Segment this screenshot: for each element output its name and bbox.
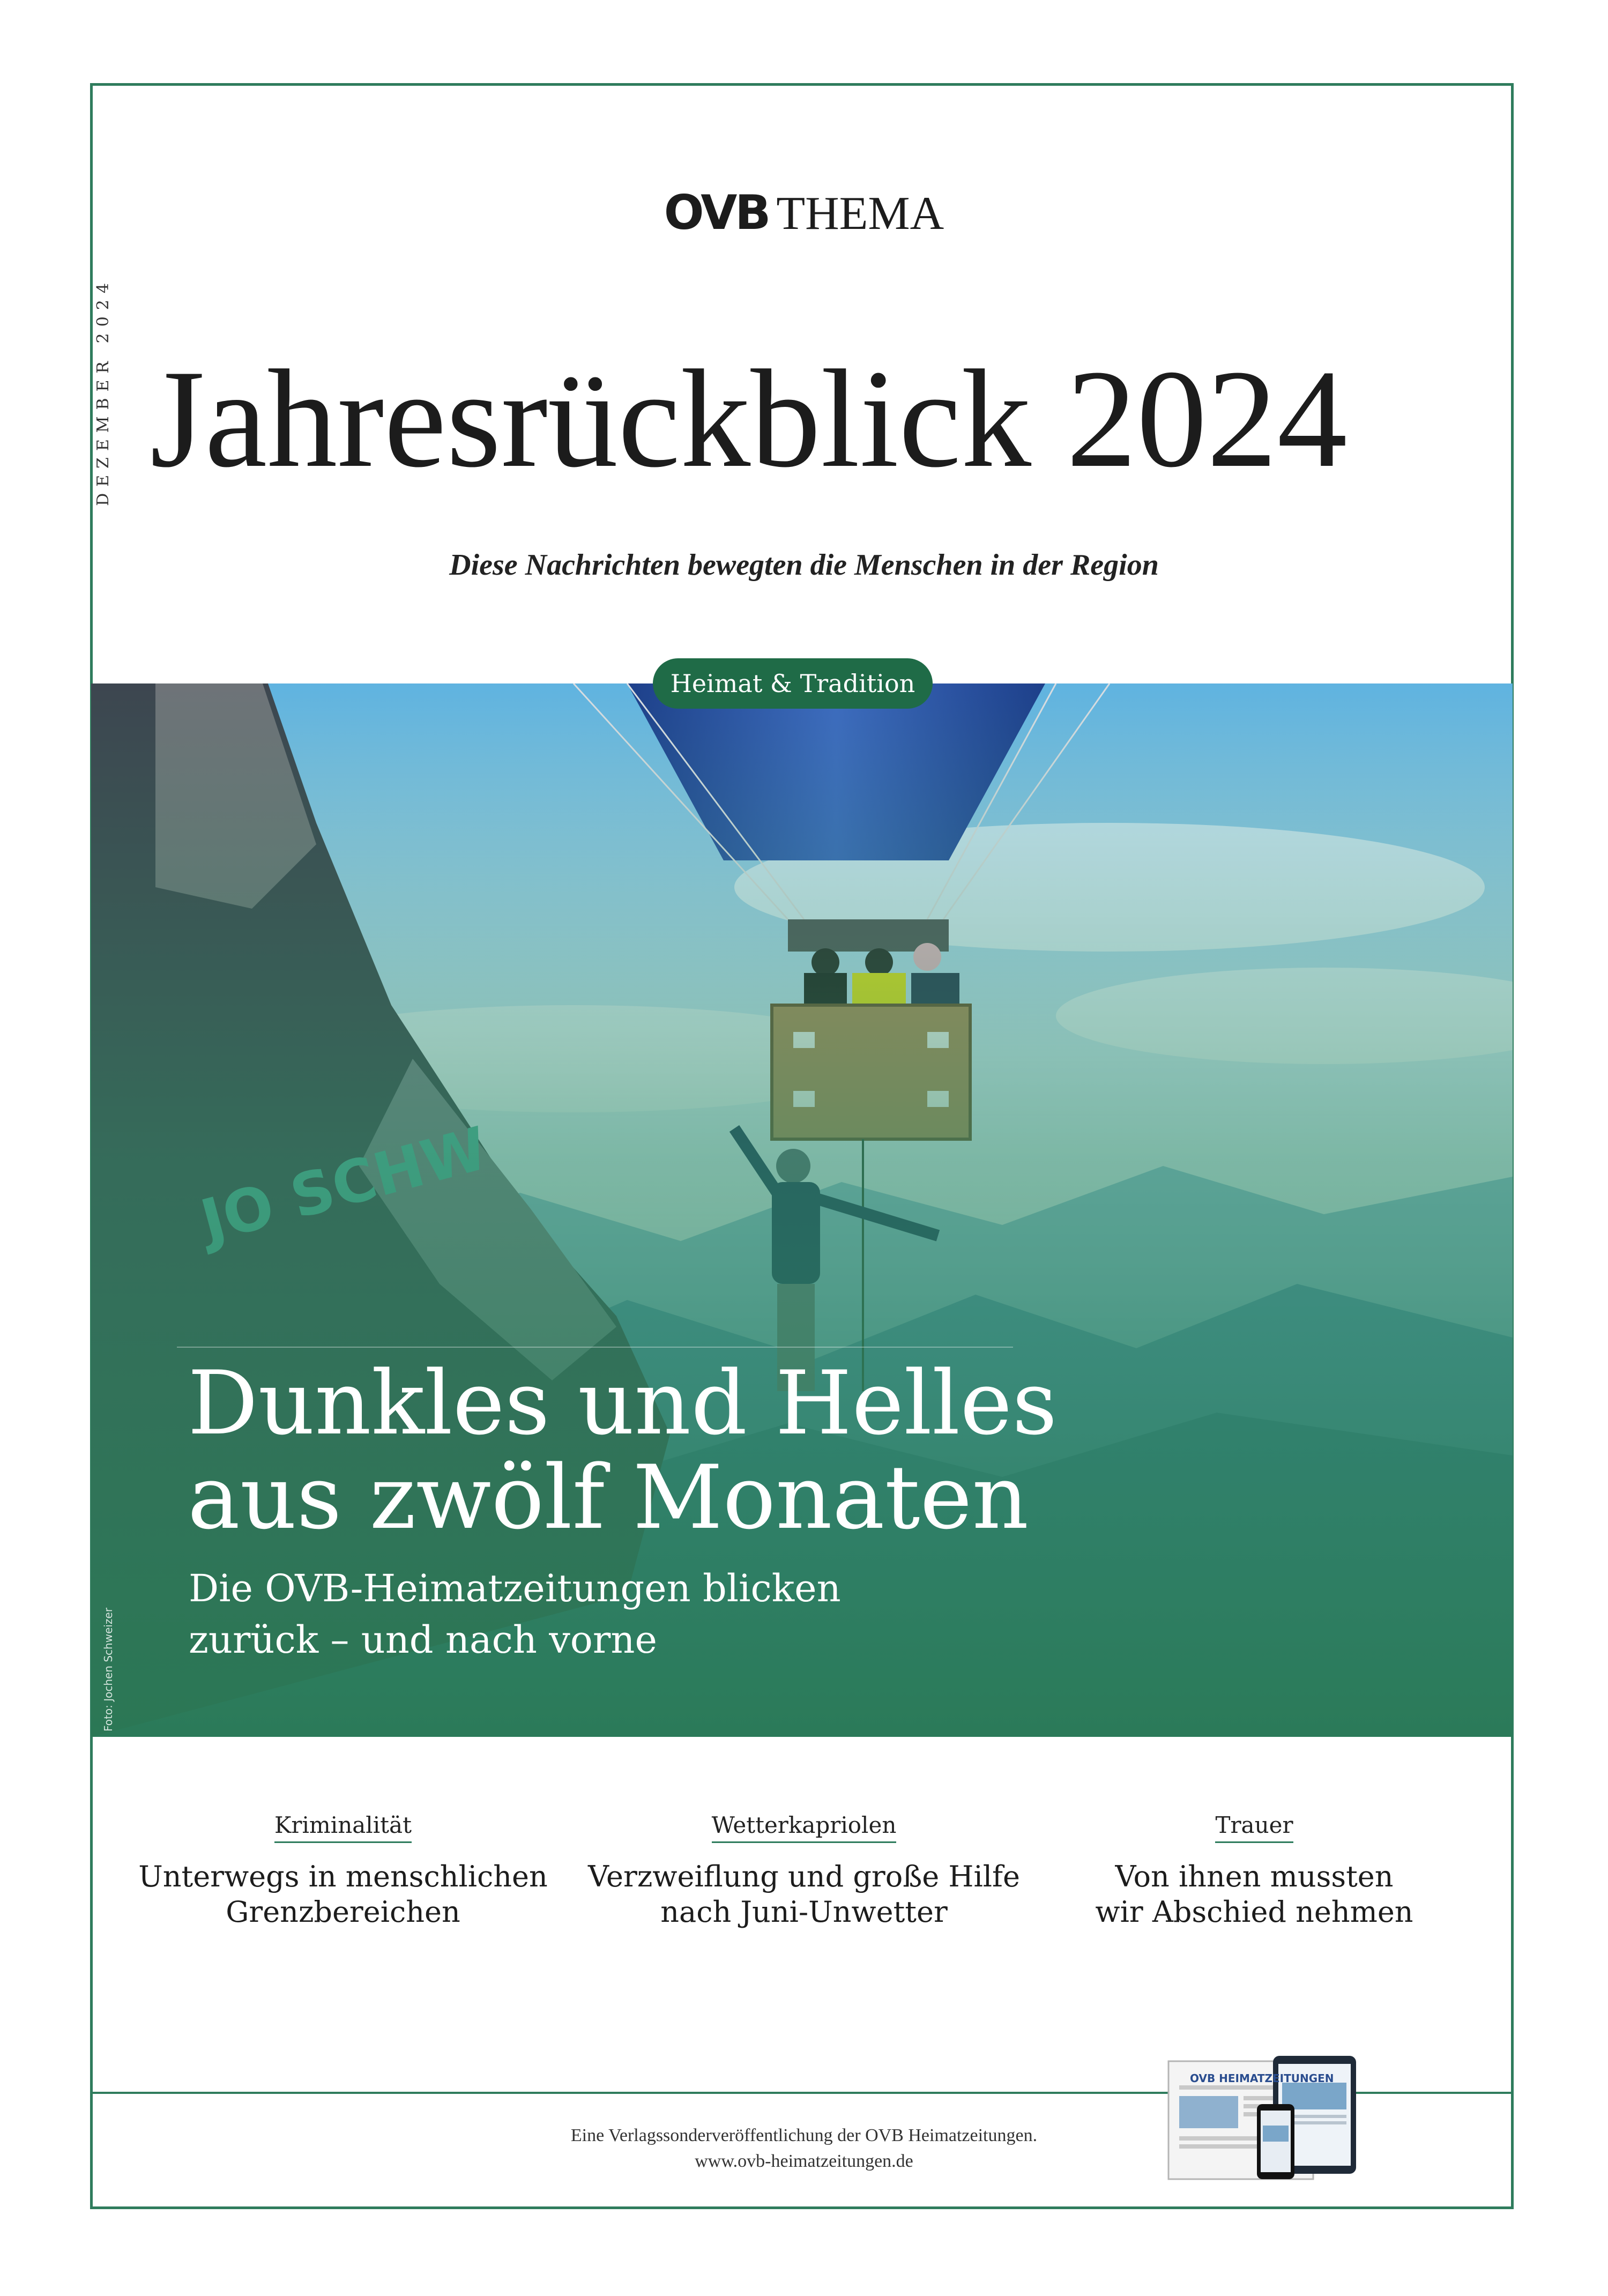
hero-headline-line: Dunkles und Helles <box>188 1352 1058 1454</box>
devices-illustration <box>1158 2045 1372 2190</box>
teaser-trauer[interactable] <box>1029 1812 1479 1930</box>
hero-subheadline <box>189 1563 1046 1666</box>
footer-imprint <box>466 2123 1142 2174</box>
teaser-kriminalitaet[interactable] <box>118 1812 568 1930</box>
hero-divider <box>177 1347 1013 1348</box>
hero-sub-line: zurück – und nach vorne <box>189 1618 657 1662</box>
device-brand-label: OVB HEIMATZEITUNGEN <box>1190 2072 1334 2085</box>
teaser-headline-line: nach Juni-Unwetter <box>660 1895 948 1929</box>
brand-ovb: OVB <box>664 185 769 240</box>
teaser-category: Wetterkapriolen <box>712 1812 897 1843</box>
hero-category-badge[interactable]: Heimat & Tradition <box>653 658 933 709</box>
hero-headline-line: aus zwölf Monaten <box>188 1446 1029 1549</box>
teaser-category: Trauer <box>1215 1812 1293 1843</box>
teaser-headline-line: Grenzbereichen <box>226 1895 460 1929</box>
teaser-headline <box>1029 1859 1479 1930</box>
teaser-headline <box>118 1859 568 1930</box>
hero-sub-line: Die OVB-Heimatzeitungen blicken <box>189 1566 841 1610</box>
teaser-headline-line: Von ihnen mussten <box>1115 1860 1394 1893</box>
teaser-wetterkapriolen[interactable] <box>579 1812 1029 1930</box>
photo-credit: Foto: Jochen Schweizer <box>102 1608 115 1732</box>
brand-logo <box>0 185 1608 241</box>
teaser-headline <box>579 1859 1029 1930</box>
tagline: Diese Nachrichten bewegten die Menschen in der Region <box>449 548 1159 582</box>
teaser-headline-line: Unterwegs in menschlichen <box>138 1860 548 1893</box>
issue-date-label: DEZEMBER 2024 <box>94 231 115 552</box>
newspaper-tablet-phone-icon <box>1158 2045 1372 2190</box>
teaser-headline-line: wir Abschied nehmen <box>1095 1895 1413 1929</box>
teaser-headline-line: Verzweiflung und große Hilfe <box>588 1860 1020 1893</box>
hero-headline[interactable] <box>188 1352 1313 1549</box>
page-title: Jahresrückblick 2024 <box>150 341 1348 496</box>
teaser-category: Kriminalität <box>274 1812 412 1843</box>
footer-website-link[interactable]: www.ovb-heimatzeitungen.de <box>695 2151 913 2171</box>
footer-line: Eine Verlagssonderveröffentlichung der OVB Heimatzeitungen. <box>570 2126 1038 2145</box>
brand-thema: THEMA <box>776 188 944 240</box>
